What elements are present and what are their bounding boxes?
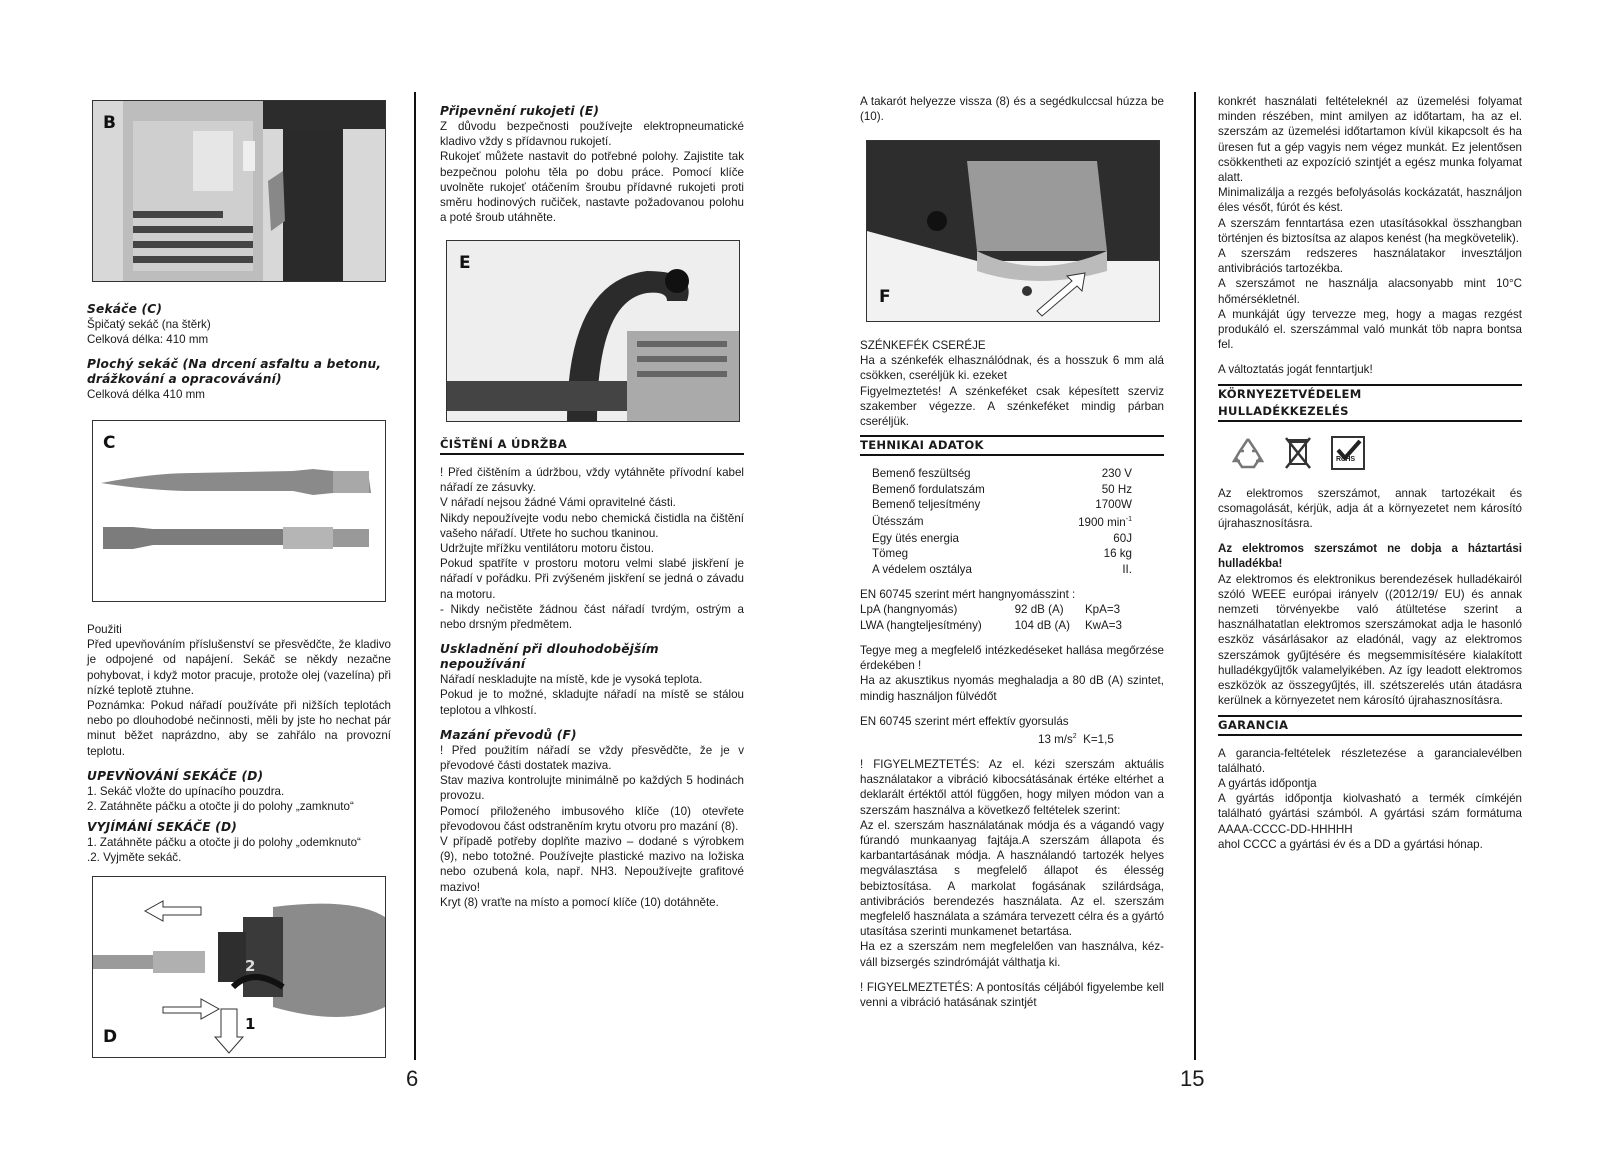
page-number-right: 15 — [1180, 1066, 1205, 1091]
pripevneni-title: Připevnění rukojeti (E) — [440, 104, 600, 118]
uskladneni-text: Pokud je to možné, skladujte nářadí na místě se stálou teplotou a vlhkostí. — [440, 688, 744, 717]
noise-k: KpA=3 — [1084, 603, 1121, 617]
rohs-icon — [1330, 436, 1366, 470]
tech-row — [872, 531, 1132, 546]
cisteni-text: Pokud spatříte v prostoru motoru velmi slabé jiskření je nářadí v pořádku. Při zvýšeném jiskření se jedná o závadu na motoru. — [440, 557, 744, 601]
figure-d — [92, 876, 386, 1058]
kornyezet-title: KÖRNYEZETVÉDELEM — [1218, 386, 1362, 401]
tech-row — [872, 482, 1132, 497]
uskladneni-text: Nářadí neskladujte na místě, kde je vysoká teplota. — [440, 673, 703, 687]
konkret-text: A munkáját úgy tervezze meg, hogy a magas rezgést produkáló el. szerszámmal való munkát töb napra bontsa fel. — [1218, 307, 1522, 352]
tech-value-sup: -1 — [1125, 516, 1132, 524]
tech-row — [872, 466, 1132, 481]
plochy-line: Celková délka 410 mm — [87, 388, 205, 402]
pripevneni-text: Rukojeť můžete nastavit do potřebné polohy. Zajistite tak bezpečnou polohu těla po dobu práce. Pomocí klíče uvolněte rukojeť otáčením šroubu přídavné rukojeti proti směru hodinových ručiček, nastavte požadovanou polohu a poté šroub utáhněte. — [440, 150, 744, 225]
sekace-title: Sekáče (C) — [87, 302, 163, 316]
kornyezet-text: Az elektromos szerszámot, annak tartozékait és csomagolását, kérjük, adja át a környezetet nem károsító újrahasznosításra. — [1218, 486, 1522, 531]
eco-icons — [1230, 436, 1522, 470]
mazani-text: V případě potřeby doplňte mazivo – dodané s výrobkem (9), nebo totožné. Používejte plastické mazivo na ložiska nebo ozubená kola, např. NH3. Nepoužívejte grafitové mazivo! — [440, 835, 744, 894]
figure-c-letter: C — [103, 433, 116, 453]
hulladek-title: HULLADÉKKEZELÉS — [1218, 403, 1349, 418]
figure-d-step2: 2 — [245, 957, 256, 975]
tech-value: 1700W — [1095, 498, 1132, 512]
tech-label: Bemenő feszültség — [872, 467, 971, 481]
pouziti-text: Před upevňováním příslušenství se přesvědčte, že kladivo je odpojené od napájení. Sekáč se někdy nezačne pohybovat, i když motor pracuje, protože olej (vazelína) při nízké teplotě ztuhne. — [87, 638, 391, 697]
figure-d-letter: D — [103, 1027, 118, 1047]
figyelmeztetes-text: Ha ez a szerszám nem megfelelően van használva, kéz-váll bizsergés szindrómáját válthatja ki. — [860, 940, 1164, 969]
mazani-text: Pomocí přiloženého imbusového klíče (10) otevřete převodovou část odstraněním krytu otvoru pro mazání (8). — [440, 804, 744, 833]
pouziti-note: Poznámka: Pokud nářadí používáte při nižších teplotách nebo po dlouhodobé nečinnosti, měli by jste ho nechat pár minut běžet naprázdno, aby se zahřálo na provozní teplotu. — [87, 699, 391, 758]
tech-row — [872, 562, 1132, 577]
cisteni-text: V nářadí nejsou žádné Vámi opravitelné části. — [440, 496, 676, 510]
uskladneni-title-2: nepoužívání — [440, 657, 526, 672]
noise-value: 104 dB (A) — [1014, 618, 1071, 632]
noise-title: EN 60745 szerint mért hangnyomásszint : — [860, 587, 1076, 601]
garancia-title: GARANCIA — [1218, 715, 1522, 736]
noise-row — [860, 618, 1132, 633]
szenkefek-text: Ha a szénkefék elhasználódnak, és a hosszuk 6 mm alá csökken, cseréljük ki. ezeket — [860, 354, 1164, 383]
mazani-text: Kryt (8) vraťte na místo a pomocí klíče (10) dotáhněte. — [440, 895, 719, 909]
noise-value: 92 dB (A) — [1014, 603, 1064, 617]
upevnovani-title: UPEVŇOVÁNÍ SEKÁČE (D) — [87, 768, 264, 783]
mazani-title: Mazání převodů (F) — [440, 727, 577, 742]
cisteni-text: Nikdy nepoužívejte vodu nebo chemická čistidla na čištění vašeho nářadí. Utřete ho suchou tkaninou. — [440, 511, 744, 540]
tech-label: Ütésszám — [872, 514, 924, 528]
column-2-lower — [440, 436, 744, 910]
column-1-lower — [87, 622, 391, 866]
tech-value: 60J — [1113, 531, 1132, 545]
tech-label: Egy ütés energia — [872, 531, 960, 545]
vyjimani-step: 1. Zatáhněte páčku a otočte ji do polohy „odemknuto“ — [87, 836, 361, 850]
recycle-icon — [1230, 436, 1266, 470]
gyorsulas-k: K=1,5 — [1083, 732, 1114, 746]
divider-left-page — [414, 92, 416, 1060]
mazani-text: Stav maziva kontrolujte minimálně po každých 5 hodinách provozu. — [440, 774, 744, 803]
tech-value — [1048, 512, 1132, 530]
tech-row — [872, 512, 1132, 530]
upevnovani-step: 2. Zatáhněte páčku a otočte ji do polohy „zamknuto“ — [87, 800, 354, 814]
figure-b — [92, 100, 386, 282]
figure-b-letter: B — [103, 113, 116, 133]
figyelmeztetes-text: ! FIGYELMEZTETÉS: Az el. kézi szerszám aktuális használatakor a vibráció kibocsátásának értéke eltérhet a deklarált értéktől attól függően, hogy milyen módon van a szerszám használva a következő feltételek szerint: — [860, 758, 1164, 817]
plochy-title: Plochý sekáč (Na drcení asfaltu a betonu, — [87, 357, 382, 372]
figure-e — [446, 240, 740, 422]
garancia-text: A gyártás időpontja — [1218, 776, 1317, 790]
rohs-label: RoHS — [1336, 455, 1356, 463]
garancia-text: A garancia-feltételek részletezése a garancialevélben található. — [1218, 746, 1522, 775]
tech-label: Tömeg — [872, 547, 909, 561]
tegye-text: Ha az akusztikus nyomás meghaladja a 80 dB (A) szintet, mindig használjon fülvédőt — [860, 674, 1164, 703]
tech-row — [872, 497, 1132, 512]
column-4 — [1218, 94, 1522, 852]
cisteni-text: - Nikdy nečistěte žádnou část nářadí tvrdým, ostrým a nebo drsným předmětem. — [440, 602, 744, 632]
noise-table — [860, 602, 1132, 633]
noise-row — [860, 602, 1132, 617]
sekace-line: Špičatý sekáč (na štěrk) — [87, 318, 211, 331]
szenkefek-text: Figyelmeztetés! A szénkeféket csak képesített szerviz szakember végezze. A szénkeféket mindig párban cseréljük. — [860, 384, 1164, 429]
tech-label: Bemenő fordulatszám — [872, 482, 985, 496]
uskladneni-title: Uskladnění při dlouhodobějším — [440, 642, 659, 657]
cisteni-text: Udržujte mřížku ventilátoru motoru čistou. — [440, 542, 654, 556]
gyorsulas-sup: 2 — [1072, 732, 1077, 740]
valtoztatas-text: A változtatás jogát fenntartjuk! — [1218, 363, 1373, 377]
tech-value-main: 1900 min — [1078, 516, 1126, 530]
tech-label: Bemenő teljesítmény — [872, 498, 981, 512]
tech-label: A védelem osztálya — [872, 562, 972, 576]
column-3 — [860, 94, 1164, 124]
noise-k: KwA=3 — [1084, 618, 1122, 632]
figure-f-letter: F — [879, 287, 891, 307]
szenkefek-text: SZÉNKEFÉK CSERÉJE — [860, 339, 986, 352]
haztartasi-warning: Az elektromos szerszámot ne dobja a háztartási hulladékba! — [1218, 542, 1522, 571]
noise-label: LWA (hangteljesítmény) — [860, 618, 982, 632]
figyelmeztetes-text: Az el. szerszám használatának módja és a vágandó vagy fúrandó munkaanyag fajtája.A szerszám állapota és karbantartásának módja. A használandó tartozék helyes megválasztása s megfelelő állapot és élesség bebiztosítása. A markolat fogásának szilárdsága, antivibrációs berendezés használata. Az el. szerszám megfelelő használata a számára tervezett célra és a gyártó utasítása szerinti munkamenet betartása. — [860, 818, 1164, 939]
divider-right-page — [1194, 92, 1196, 1060]
gyorsulas-value-line — [860, 729, 1164, 747]
tech-value: 16 kg — [1103, 547, 1132, 561]
weee-text: Az elektromos és elektronikus berendezések hulladékairól szóló WEEE európai irányelv ((2012/19/ EU) és annak nemzeti törvényekbe való átültetése szerint a használhatatlan elektromos szerszámokat adja le hasonló eszköz vásárlásakor az eladónál, vagy az elektromos szerszámok gyűjtésére és megsemmisítésére kialakított hulladékgyűjtők valamelyikében. Az így leadott elektromos eszközök az összegyűjtés, ill. szétszerelés után átadásra kerülnek a környezetet nem károsító újrahasznosításra. — [1218, 572, 1522, 708]
takaro-text: A takarót helyezze vissza (8) és a segédkulccsal húzza be (10). — [860, 95, 1164, 124]
cisteni-text: ! Před čištěním a údržbou, vždy vytáhněte přívodní kabel nářadí ze zásuvky. — [440, 466, 744, 495]
pouziti-heading: Použiti — [87, 623, 122, 636]
figure-f — [866, 140, 1160, 322]
konkret-text: A szerszám fenntartása ezen utasításokkal összhangban történjen és biztosítsa az alapos kenést (ha megkövetelik). — [1218, 216, 1522, 245]
garancia-text: ahol CCCC a gyártási év és a DD a gyártási hónap. — [1218, 837, 1483, 851]
gyorsulas-title: EN 60745 szerint mért effektív gyorsulás — [860, 714, 1069, 728]
konkret-text: A szerszámot ne használja alacsonyabb mint 10°C hőmérsékletnél. — [1218, 277, 1522, 306]
gyorsulas-value: 13 m/s — [1038, 732, 1073, 746]
pripevneni-text: Z důvodu bezpečnosti používejte elektropneumatické kladivo vždy s přídavnou rukojetí. — [440, 120, 744, 149]
tech-value: 230 V — [1101, 467, 1132, 481]
figyelmeztetes-2: ! FIGYELMEZTETÉS: A pontosítás céljából figyelembe kell venni a vibráció hatásának szintjét — [860, 980, 1164, 1010]
figure-d-step1: 1 — [245, 1015, 256, 1033]
cisteni-title: ČIŠTĚNÍ A ÚDRŽBA — [440, 436, 744, 455]
figure-c — [92, 420, 386, 602]
plochy-title-2: drážkování a opracovávání) — [87, 372, 282, 387]
konkret-text: Minimalizálja a rezgés befolyásolás kockázatát, használjon éles vésőt, fúrót és kést. — [1218, 186, 1522, 215]
tech-value: 50 Hz — [1101, 482, 1132, 496]
vyjimani-step: .2. Vyjměte sekáč. — [87, 851, 182, 865]
tech-value: II. — [1122, 562, 1132, 576]
column-3-lower — [860, 338, 1164, 1010]
mazani-text: ! Před použitím nářadí se vždy přesvědčte, že je v převodové části dostatek maziva. — [440, 743, 744, 773]
tech-table — [872, 466, 1132, 577]
vyjimani-title: VYJÍMÁNÍ SEKÁČE (D) — [87, 820, 238, 835]
kornyezet-heading — [1218, 384, 1522, 422]
konkret-text: A szerszám redszeres használatakor invesztáljon antivibrációs tartozékba. — [1218, 247, 1522, 276]
upevnovani-step: 1. Sekáč vložte do upínacího pouzdra. — [87, 784, 285, 798]
garancia-text: A gyártás időpontja kiolvasható a termék címkéjén található gyártási számból. A gyártási szám formátuma AAAA-CCCC-DD-HHHHH — [1218, 792, 1522, 836]
column-2 — [440, 104, 744, 225]
noise-label: LpA (hangnyomás) — [860, 603, 958, 617]
column-1 — [87, 302, 391, 403]
sekace-line: Celková délka: 410 mm — [87, 333, 209, 347]
figure-e-letter: E — [459, 253, 471, 273]
konkret-text: konkrét használati feltételeknél az üzemelési folyamat minden részében, mint amilyen az időtartam, ha az el. szerszám az üzemelési időtartamon kívül kikapcsolt és ha üresen fut a gép vagyis nem végez munkát. Ez jelentősen csökkentheti az expozíció szintjét a egész munka folyamat alatt. — [1218, 95, 1522, 185]
tegye-text: Tegye meg a megfelelő intézkedéseket hallása megőrzése érdekében ! — [860, 643, 1164, 673]
weee-bin-icon — [1280, 436, 1316, 470]
tech-row — [872, 546, 1132, 561]
page-number-left: 6 — [406, 1066, 419, 1091]
tech-title: TEHNIKAI ADATOK — [860, 435, 1164, 456]
